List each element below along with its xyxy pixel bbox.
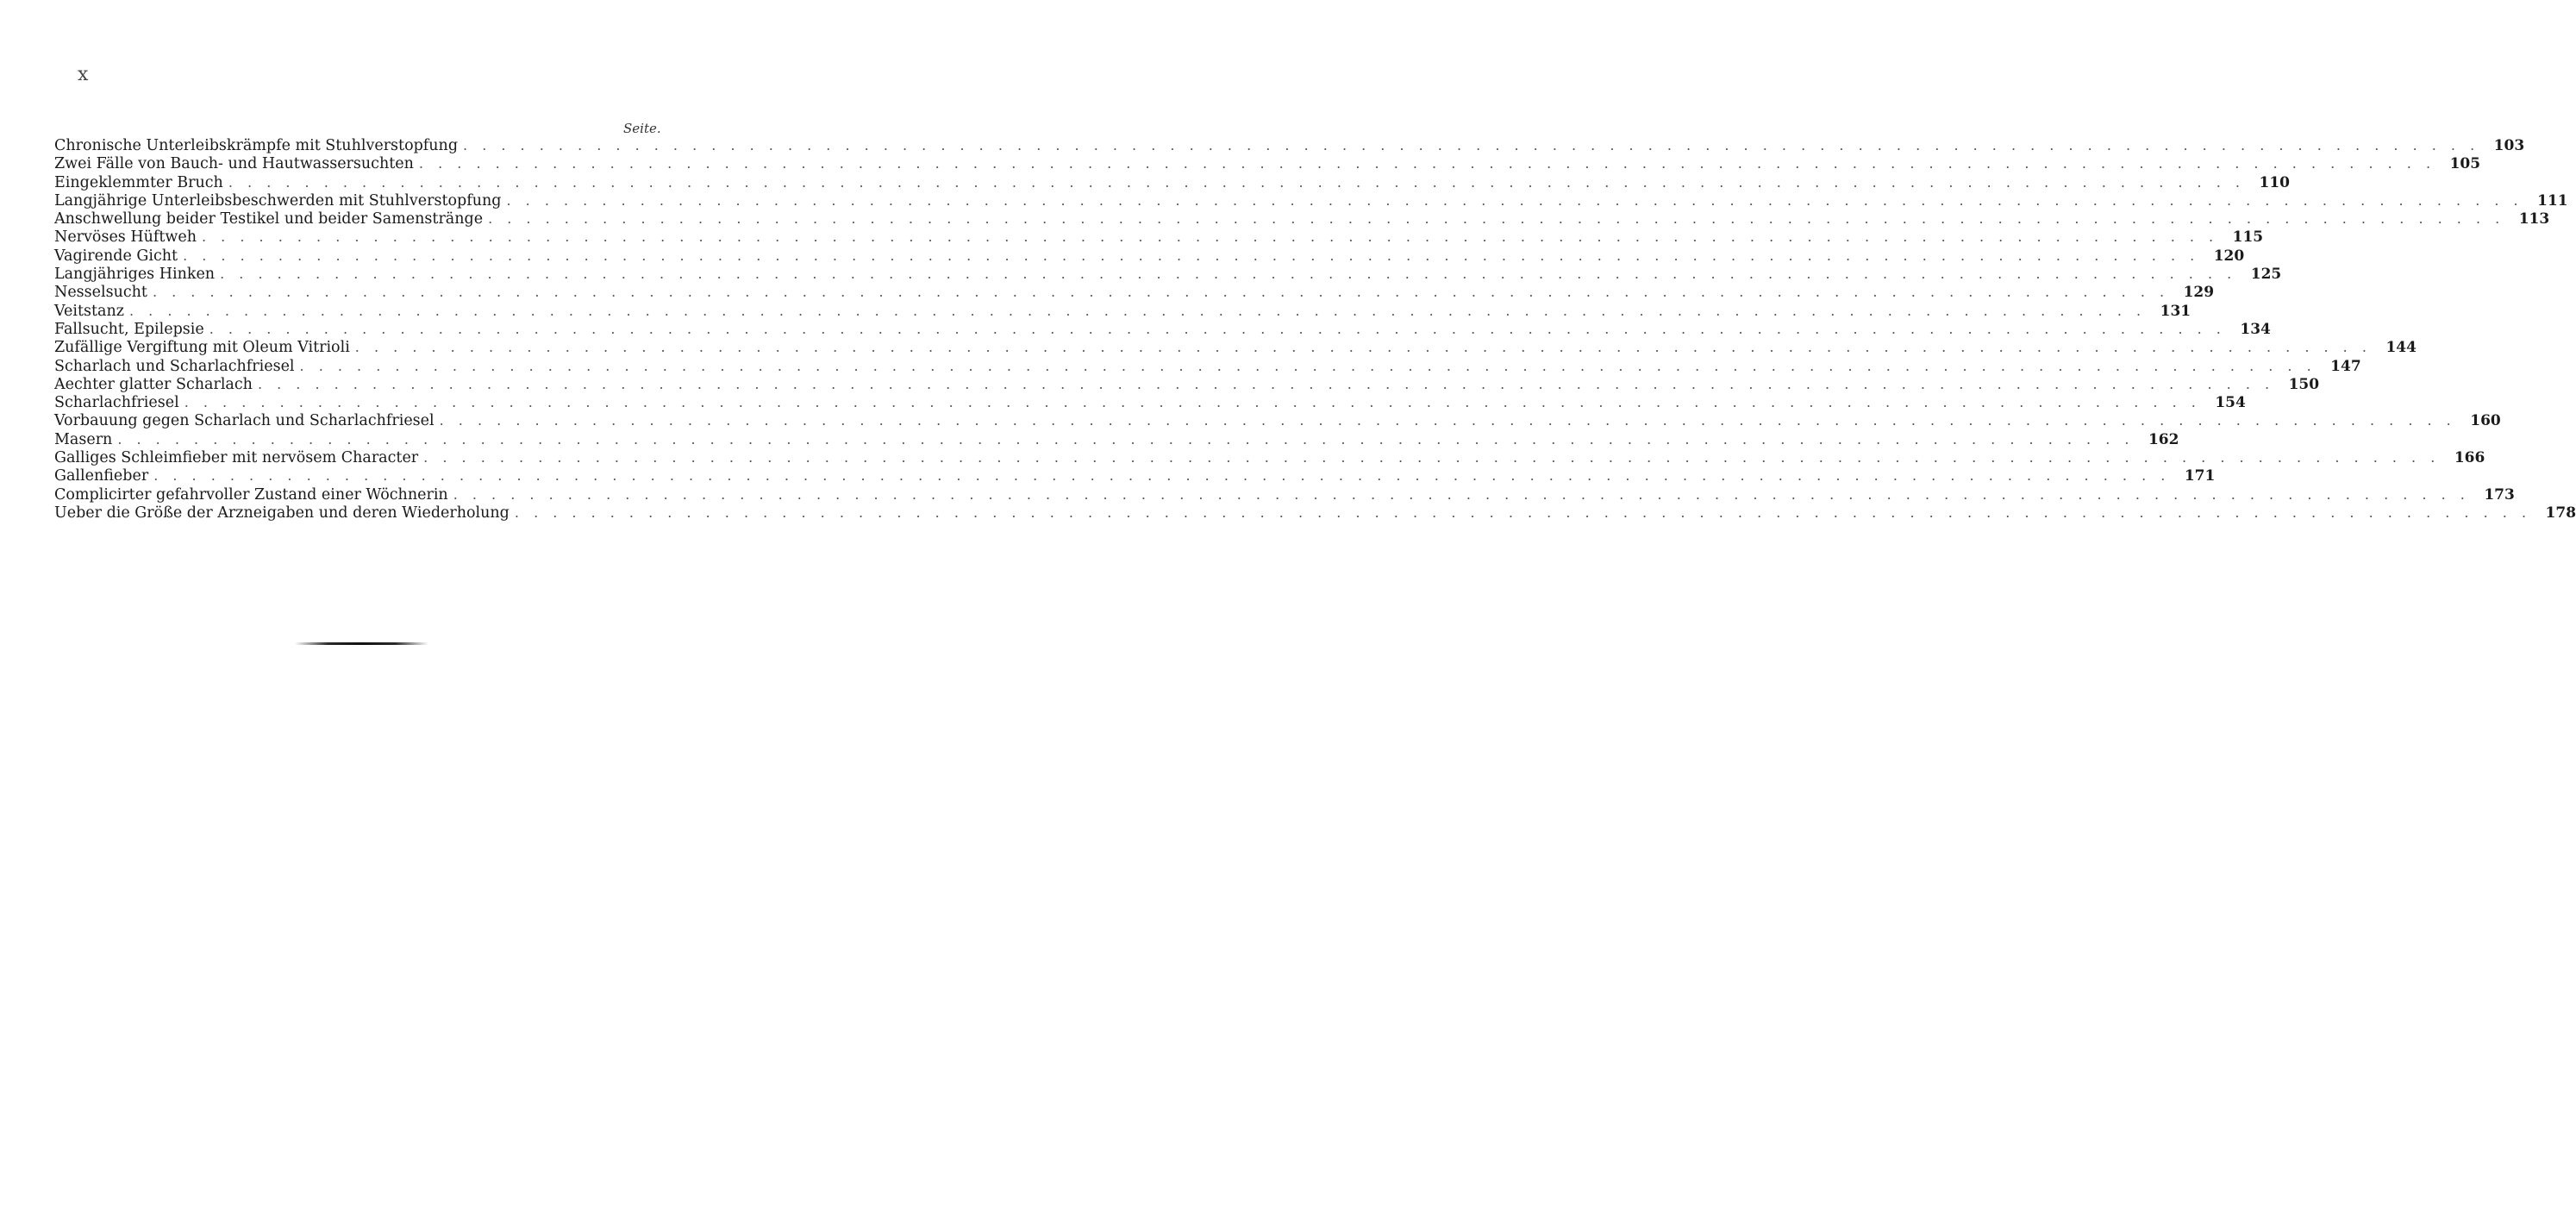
leader-dots <box>202 228 2218 246</box>
toc-entry-title: Langjähriges Hinken <box>54 266 216 284</box>
toc-entry-title: Nesselsucht <box>54 284 147 302</box>
toc-entry-title: Gallenfieber <box>54 467 149 485</box>
toc-entry-page: 120 <box>2213 247 2245 265</box>
toc-entry <box>54 466 2216 485</box>
leader-dots <box>423 448 2440 466</box>
toc-entry-title: Langjährige Unterleibsbeschwerden mit Stuhlverstopfung <box>54 191 502 210</box>
toc-entry-page: 105 <box>2449 155 2481 173</box>
section-divider-rule <box>295 642 428 645</box>
leader-dots <box>419 154 2435 172</box>
leader-dots <box>220 265 2236 283</box>
toc-entry-title: Zwei Fälle von Bauch- und Hautwassersuchten <box>54 155 414 173</box>
toc-entry-title: Eingeklemmter Bruch <box>54 173 223 191</box>
page-column-header: Seite. <box>623 121 661 136</box>
toc-entry-page: 129 <box>2183 284 2215 302</box>
leader-dots <box>228 173 2245 191</box>
leader-dots <box>117 430 2134 448</box>
toc-entry-title: Scharlachfriesel <box>54 394 179 412</box>
toc-entry <box>54 357 2361 375</box>
leader-dots <box>258 375 2274 393</box>
toc-entry-title: Nervöses Hüftweh <box>54 228 197 247</box>
toc-entry <box>54 173 2290 191</box>
leader-dots <box>488 210 2504 228</box>
toc-entry-title: Veitstanz <box>54 302 124 320</box>
toc-entry-title: Chronische Unterleibskrämpfe mit Stuhlverstopfung <box>54 137 459 154</box>
leader-dots <box>506 191 2523 210</box>
toc-entry-title: Anschwellung beider Testikel und beider Samenstränge <box>54 210 484 228</box>
toc-entry <box>54 283 2215 302</box>
toc-entry <box>54 154 2481 173</box>
leader-dots <box>153 283 2169 301</box>
toc-entry-title: Vorbauung gegen Scharlach und Scharlachfriesel <box>54 412 435 430</box>
toc-entry <box>54 302 2191 320</box>
toc-entry <box>54 338 2417 357</box>
toc-entry-page: 178 <box>2545 504 2576 522</box>
toc-entry <box>54 448 2485 467</box>
toc-entry-title: Aechter glatter Scharlach <box>54 375 253 393</box>
toc-entry <box>54 393 2246 412</box>
leader-dots <box>440 411 2456 429</box>
leader-dots <box>453 485 2470 504</box>
toc-entry-title: Vagirende Gicht <box>54 247 178 265</box>
toc-entry-page: 171 <box>2184 467 2216 485</box>
leader-dots <box>184 393 2201 411</box>
toc-entry-page: 160 <box>2470 412 2501 430</box>
leader-dots <box>129 302 2146 320</box>
leader-dots <box>183 247 2199 265</box>
toc-entry <box>54 210 2550 228</box>
toc-entry <box>54 375 2320 393</box>
toc-entry <box>54 430 2179 448</box>
toc-entry-page: 110 <box>2259 173 2290 191</box>
toc-entry-page: 162 <box>2148 430 2179 448</box>
leader-dots <box>300 357 2317 375</box>
leader-dots <box>209 320 2226 338</box>
toc-entry-title: Fallsucht, Epilepsie <box>54 320 204 338</box>
toc-entry <box>54 247 2245 265</box>
leader-dots <box>515 504 2531 522</box>
toc-entry <box>54 320 2271 338</box>
toc-entry-page: 103 <box>2493 137 2525 154</box>
leader-dots <box>355 338 2372 356</box>
toc-entry-page: 150 <box>2288 375 2320 393</box>
toc-entry <box>54 136 2525 154</box>
toc-entry-title: Zufällige Vergiftung mit Oleum Vitrioli <box>54 339 350 357</box>
toc-entry-title: Ueber die Größe der Arzneigaben und deren Wiederholung <box>54 504 510 522</box>
toc-entry-page: 154 <box>2215 394 2246 412</box>
toc-entry-page: 113 <box>2518 210 2550 228</box>
leader-dots <box>463 136 2479 154</box>
toc-entry <box>54 228 2264 247</box>
toc-entry-title: Galliges Schleimfieber mit nervösem Character <box>54 449 419 467</box>
toc-entry-title: Complicirter gefahrvoller Zustand einer Wöchnerin <box>54 485 448 504</box>
toc-entry-title: Scharlach und Scharlachfriesel <box>54 357 295 375</box>
toc-entry-page: 115 <box>2232 228 2264 247</box>
toc-entry-page: 131 <box>2160 302 2191 320</box>
toc-entry-page: 173 <box>2484 485 2515 504</box>
leader-dots <box>153 466 2170 485</box>
toc-entry-title: Masern <box>54 430 113 448</box>
toc-entry-page: 134 <box>2240 320 2271 338</box>
toc-entry-page: 111 <box>2537 191 2568 210</box>
toc-entry <box>54 265 2282 284</box>
toc-entry <box>54 485 2515 504</box>
toc-entry-page: 125 <box>2250 266 2282 284</box>
toc-entry-page: 166 <box>2454 449 2485 467</box>
toc-entry-page: 147 <box>2330 357 2361 375</box>
toc-entry <box>54 191 2568 210</box>
toc-entry <box>54 411 2501 430</box>
toc-entry-page: 144 <box>2385 339 2417 357</box>
toc-entry <box>54 504 2576 522</box>
corner-mark: x <box>78 64 89 85</box>
table-of-contents <box>54 136 2576 522</box>
